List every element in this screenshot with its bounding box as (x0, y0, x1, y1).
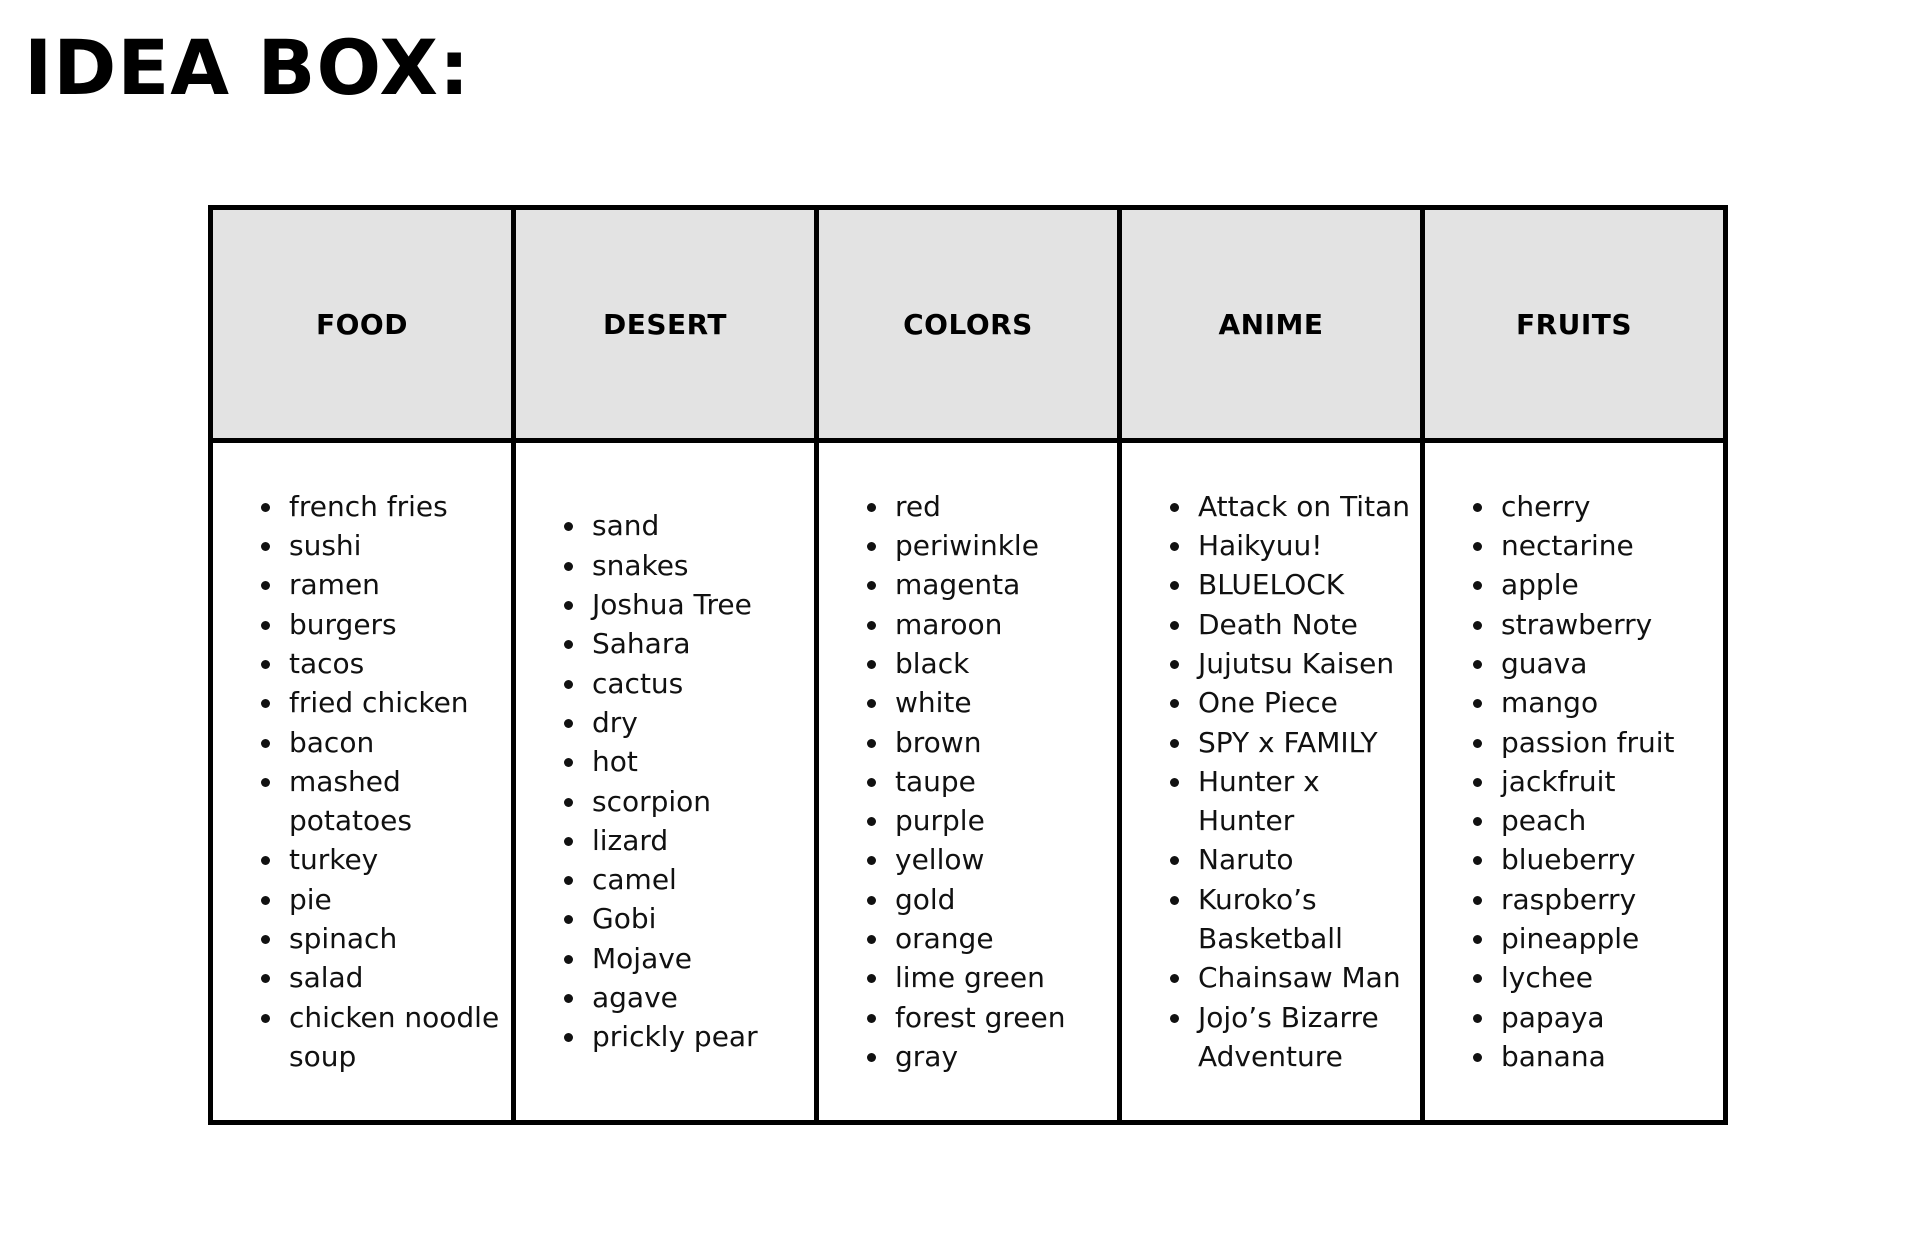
fruits-cell (1423, 441, 1726, 1123)
colors-cell (817, 441, 1120, 1123)
list-item: • forest green (891, 998, 1107, 1037)
list-item: • yellow (891, 840, 1107, 879)
list-item: • dry (588, 703, 804, 742)
list-item: • gray (891, 1037, 1107, 1076)
list-item: • snakes (588, 546, 804, 585)
list-item: • mango (1497, 683, 1713, 722)
list-item: • Attack on Titan (1194, 487, 1410, 526)
list-item: • scorpion (588, 782, 804, 821)
list-item: • chicken noodle soup (285, 998, 501, 1077)
list-item: • Jojo’s Bizarre Adventure (1194, 998, 1410, 1077)
list-item: • french fries (285, 487, 501, 526)
list-item: • brown (891, 723, 1107, 762)
list-item: • banana (1497, 1037, 1713, 1076)
list-item: • spinach (285, 919, 501, 958)
list-item: • purple (891, 801, 1107, 840)
list-item: • white (891, 683, 1107, 722)
list-item: • lychee (1497, 958, 1713, 997)
list-item: • blueberry (1497, 840, 1713, 879)
list-item: • strawberry (1497, 605, 1713, 644)
list-item: • sushi (285, 526, 501, 565)
list-item: • hot (588, 742, 804, 781)
list-item: • pineapple (1497, 919, 1713, 958)
list-item: • papaya (1497, 998, 1713, 1037)
list-item: • periwinkle (891, 526, 1107, 565)
list-item: • gold (891, 880, 1107, 919)
list-item: • black (891, 644, 1107, 683)
list-item: • guava (1497, 644, 1713, 683)
anime-list (1162, 487, 1410, 1076)
list-item: • jackfruit (1497, 762, 1713, 801)
list-item: • burgers (285, 605, 501, 644)
list-item: • Joshua Tree (588, 585, 804, 624)
food-cell (211, 441, 514, 1123)
list-item: • Sahara (588, 624, 804, 663)
list-item: • passion fruit (1497, 723, 1713, 762)
anime-cell (1120, 441, 1423, 1123)
list-item: • red (891, 487, 1107, 526)
list-item: • camel (588, 860, 804, 899)
list-item: • Gobi (588, 899, 804, 938)
list-item: • raspberry (1497, 880, 1713, 919)
list-item: • Kuroko’s Basketball (1194, 880, 1410, 959)
list-item: • peach (1497, 801, 1713, 840)
list-item: • cherry (1497, 487, 1713, 526)
list-item: • magenta (891, 565, 1107, 604)
column-header-anime: ANIME (1120, 208, 1423, 441)
list-item: • salad (285, 958, 501, 997)
list-item: • bacon (285, 723, 501, 762)
list-item: • mashed potatoes (285, 762, 501, 841)
list-item: • fried chicken (285, 683, 501, 722)
column-header-colors: COLORS (817, 208, 1120, 441)
list-item: • One Piece (1194, 683, 1410, 722)
column-header-food: FOOD (211, 208, 514, 441)
list-item: • taupe (891, 762, 1107, 801)
page-title: IDEA BOX: (24, 23, 471, 112)
food-list (253, 487, 501, 1076)
list-item: • prickly pear (588, 1017, 804, 1056)
list-item: • Jujutsu Kaisen (1194, 644, 1410, 683)
list-item: • lime green (891, 958, 1107, 997)
list-item: • Hunter x Hunter (1194, 762, 1410, 841)
list-item: • cactus (588, 664, 804, 703)
content-row (211, 441, 1726, 1123)
list-item: • maroon (891, 605, 1107, 644)
column-header-desert: DESERT (514, 208, 817, 441)
list-item: • BLUELOCK (1194, 565, 1410, 604)
desert-cell (514, 441, 817, 1123)
list-item: • sand (588, 506, 804, 545)
colors-list (859, 487, 1107, 1076)
list-item: • SPY x FAMILY (1194, 723, 1410, 762)
list-item: • ramen (285, 565, 501, 604)
list-item: • Naruto (1194, 840, 1410, 879)
list-item: • tacos (285, 644, 501, 683)
list-item: • lizard (588, 821, 804, 860)
list-item: • apple (1497, 565, 1713, 604)
list-item: • Chainsaw Man (1194, 958, 1410, 997)
list-item: • orange (891, 919, 1107, 958)
list-item: • agave (588, 978, 804, 1017)
desert-list (556, 506, 804, 1056)
list-item: • turkey (285, 840, 501, 879)
header-row (211, 208, 1726, 441)
fruits-list (1465, 487, 1713, 1076)
idea-table (208, 205, 1728, 1125)
list-item: • Death Note (1194, 605, 1410, 644)
list-item: • Mojave (588, 939, 804, 978)
list-item: • Haikyuu! (1194, 526, 1410, 565)
list-item: • nectarine (1497, 526, 1713, 565)
column-header-fruits: FRUITS (1423, 208, 1726, 441)
list-item: • pie (285, 880, 501, 919)
